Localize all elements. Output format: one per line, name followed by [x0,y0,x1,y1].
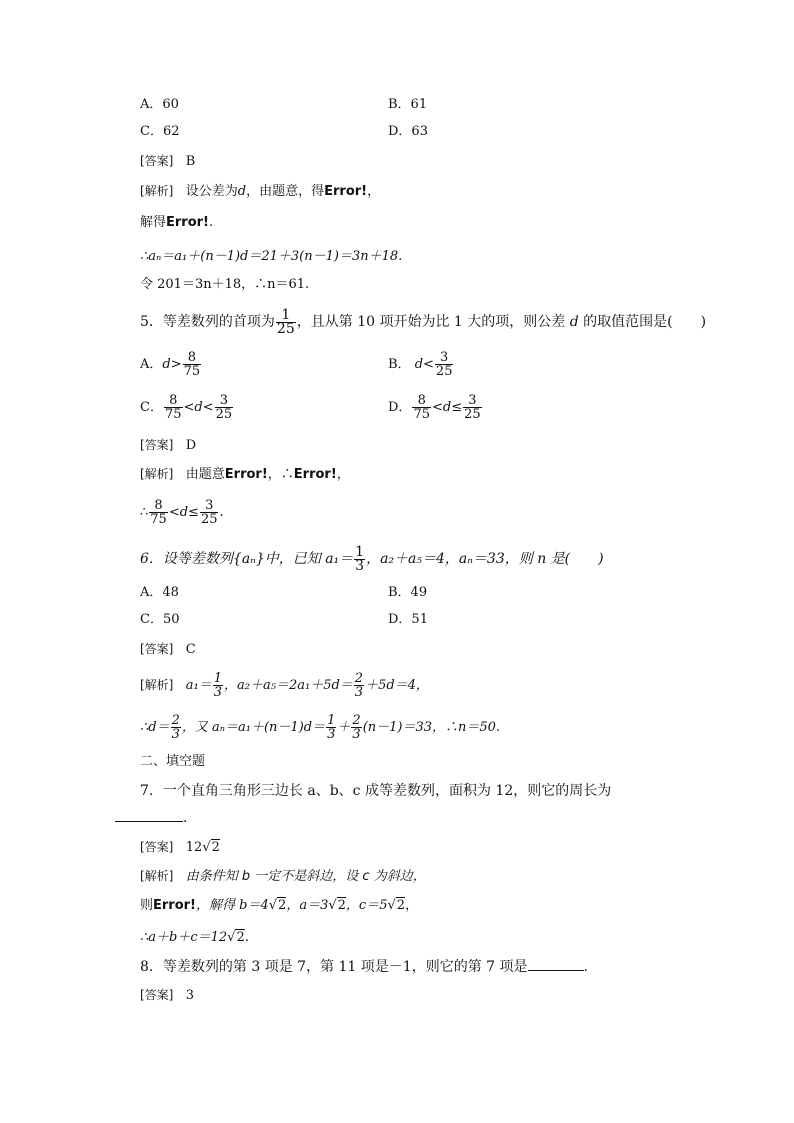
analysis-text: ∴a＋b＋c＝12 [140,930,228,945]
q6-option-a: A．48 [140,585,179,600]
numerator: 8 [183,351,202,365]
option-label: C． [140,400,163,415]
analysis-text: . [209,215,214,230]
denominator: 25 [215,407,233,422]
q4-option-d: D．63 [388,124,428,139]
sqrt-radicand: 2 [396,898,406,913]
denominator: 75 [183,364,201,379]
period: . [244,930,249,945]
q4-option-a: A．60 [140,97,179,112]
therefore-symbol: ∴ [140,505,149,520]
denominator: 75 [413,407,430,422]
fraction [200,499,219,526]
denominator: 3 [355,557,365,574]
numerator: 8 [412,394,431,408]
fraction [463,394,482,421]
q7-stem: 7．一个直角三角形三边长 a、b、c 成等差数列，面积为 12，则它的周长为 [140,783,612,799]
q5-option-d [388,391,483,425]
answer-value: B [185,154,196,169]
fraction [354,543,365,574]
fraction [215,394,234,421]
sqrt-radicand: 2 [278,898,287,913]
numerator: 1 [276,309,296,323]
option-relation: <d≤ [431,400,463,415]
q6-stem [140,542,604,576]
q7-answer [140,838,220,857]
option-relation: d< [414,357,434,372]
q5-stem-text: 5．等差数列的首项为 [140,314,275,330]
denominator: 75 [150,512,167,527]
analysis-tag: [解析] [140,678,174,692]
q6-option-c: C．50 [140,612,180,627]
fraction [149,499,168,526]
answer-tag: [答案] [140,840,174,854]
analysis-text: ∴d＝ [140,720,170,735]
analysis-text: a₁＝ [185,678,212,693]
numerator: 1 [213,671,223,686]
analysis-tag: [解析] [140,869,174,883]
sqrt-radicand: 2 [211,840,220,855]
q5-stem-text: 的取值范围是( ) [583,314,707,330]
analysis-tag: [解析] [140,184,174,198]
option-relation: d> [162,357,182,372]
answer-value: 3 [185,988,195,1003]
analysis-text: ，a₂＋a₅＝2a₁＋5d＝ [224,678,353,693]
denominator: 75 [164,407,182,422]
fraction [164,394,183,421]
error-field: Error! [224,467,268,482]
denominator: 3 [352,727,361,742]
sqrt-symbol: √ [227,930,236,945]
error-field: Error! [293,467,337,482]
fraction [354,672,364,699]
q6-analysis-line-2 [140,711,500,745]
plus-sign: ＋ [337,720,351,735]
numerator: 3 [463,394,482,408]
analysis-tag: [解析] [140,467,174,481]
period: . [219,505,224,520]
answer-blank [115,821,183,822]
sqrt-radicand: 2 [337,898,346,913]
sqrt-symbol: √ [202,840,211,855]
answer-tag: [答案] [140,438,174,452]
q6-option-b: B．49 [388,585,428,600]
denominator: 25 [200,512,218,527]
analysis-text: 由条件知 b 一定不是斜边，设 c 为斜边， [185,869,426,884]
numerator: 2 [352,713,361,728]
q6-answer [140,640,196,659]
var-d: d [237,184,247,199]
analysis-text: ＋5d＝4， [365,678,429,693]
option-relation: <d< [183,400,214,415]
numerator: 8 [149,499,168,513]
q7-analysis-line-1 [140,867,426,886]
analysis-text: 则 [140,898,154,913]
q8-answer [140,986,194,1005]
sqrt-radicand: 2 [236,930,245,945]
analysis-text: 解得 [140,215,167,230]
error-field: Error! [153,898,196,913]
denominator: 3 [213,685,223,700]
q4-analysis-line-3: ∴aₙ＝a₁＋(n－1)d＝21＋3(n－1)＝3n＋18. [140,249,403,264]
q6-stem-text: 6．设等差数列{aₙ}中，已知 a₁＝ [140,551,354,567]
fraction [183,351,202,378]
denominator: 25 [435,364,453,379]
denominator: 3 [354,685,364,700]
answer-value: 12 [185,840,203,855]
answer-tag: [答案] [140,642,174,656]
answer-value: D [185,438,197,453]
numerator: 3 [435,351,454,365]
error-field: Error! [324,184,368,199]
q5-option-a [140,348,202,382]
analysis-text: 设公差为 [185,184,238,199]
section-title: 二、填空题 [140,754,206,769]
numerator: 2 [171,713,180,728]
q4-option-b: B．61 [388,97,428,112]
option-label: B． [388,357,411,372]
q4-option-c: C．62 [140,124,180,139]
q5-answer [140,436,196,455]
q4-analysis-line-1 [140,182,380,201]
numerator: 2 [354,671,364,686]
fraction [412,394,431,421]
numerator: 3 [215,394,234,408]
analysis-text: ，c＝5 [345,898,388,913]
sqrt-symbol: √ [387,898,396,913]
analysis-text: ，解得 b＝4 [196,898,269,913]
q7-blank-line [115,809,187,827]
q4-analysis-line-2 [140,214,213,232]
sqrt-symbol: √ [328,898,337,913]
q5-stem [140,305,706,339]
q8-stem [140,958,588,976]
sqrt-symbol: √ [268,898,278,913]
numerator: 1 [327,713,336,728]
q4-answer [140,152,195,171]
answer-tag: [答案] [140,988,174,1002]
q6-option-d: D．51 [388,612,428,627]
q6-analysis-line-1 [140,668,429,703]
analysis-text: ， [405,898,419,913]
fraction [351,714,361,741]
numerator: 1 [355,543,365,560]
denominator: 3 [171,727,180,742]
denominator: 25 [464,407,481,422]
analysis-text: ， [367,184,381,199]
q5-option-c [140,391,234,425]
period: . [583,959,588,975]
q5-stem-text: ，且从第 10 项开始为比 1 大的项，则公差 [296,314,566,330]
analysis-text: ，a＝3 [286,898,329,913]
q7-analysis-line-3 [140,929,249,947]
q4-analysis-line-4: 令 201＝3n＋18，∴n＝61. [140,277,310,292]
fraction [171,714,181,741]
q8-stem-text: 8．等差数列的第 3 项是 7，第 11 项是－1，则它的第 7 项是 [140,959,528,975]
numerator: 8 [164,394,183,408]
period: . [183,810,188,826]
fraction [213,672,223,699]
analysis-text: ， [336,467,350,482]
error-field: Error! [166,215,209,230]
answer-value: C [185,642,196,657]
analysis-text: 由题意 [185,467,225,482]
denominator: 25 [276,320,295,337]
q7-analysis-line-2 [140,897,418,915]
analysis-text: ，又 aₙ＝a₁＋(n－1)d＝ [181,720,326,735]
numerator: 3 [200,499,219,513]
var-d: d [569,314,579,330]
option-label: D． [388,400,412,415]
analysis-text: ，由题意，得 [246,184,325,199]
q6-stem-text: ，a₂＋a₅＝4，aₙ＝33，则 n 是( ) [366,551,604,567]
answer-blank [528,970,584,971]
analysis-text: (n－1)＝33，∴n＝50. [362,720,501,735]
q5-option-b [388,348,454,382]
q5-analysis-line-2 [140,496,224,530]
answer-tag: [答案] [140,154,174,168]
option-label: A． [140,357,163,372]
relation: <d≤ [168,505,199,520]
fraction [435,351,454,378]
fraction [276,306,296,337]
q5-analysis-line-1 [140,465,350,484]
fraction [326,714,336,741]
analysis-text: ，∴ [267,467,294,482]
denominator: 3 [327,727,336,742]
